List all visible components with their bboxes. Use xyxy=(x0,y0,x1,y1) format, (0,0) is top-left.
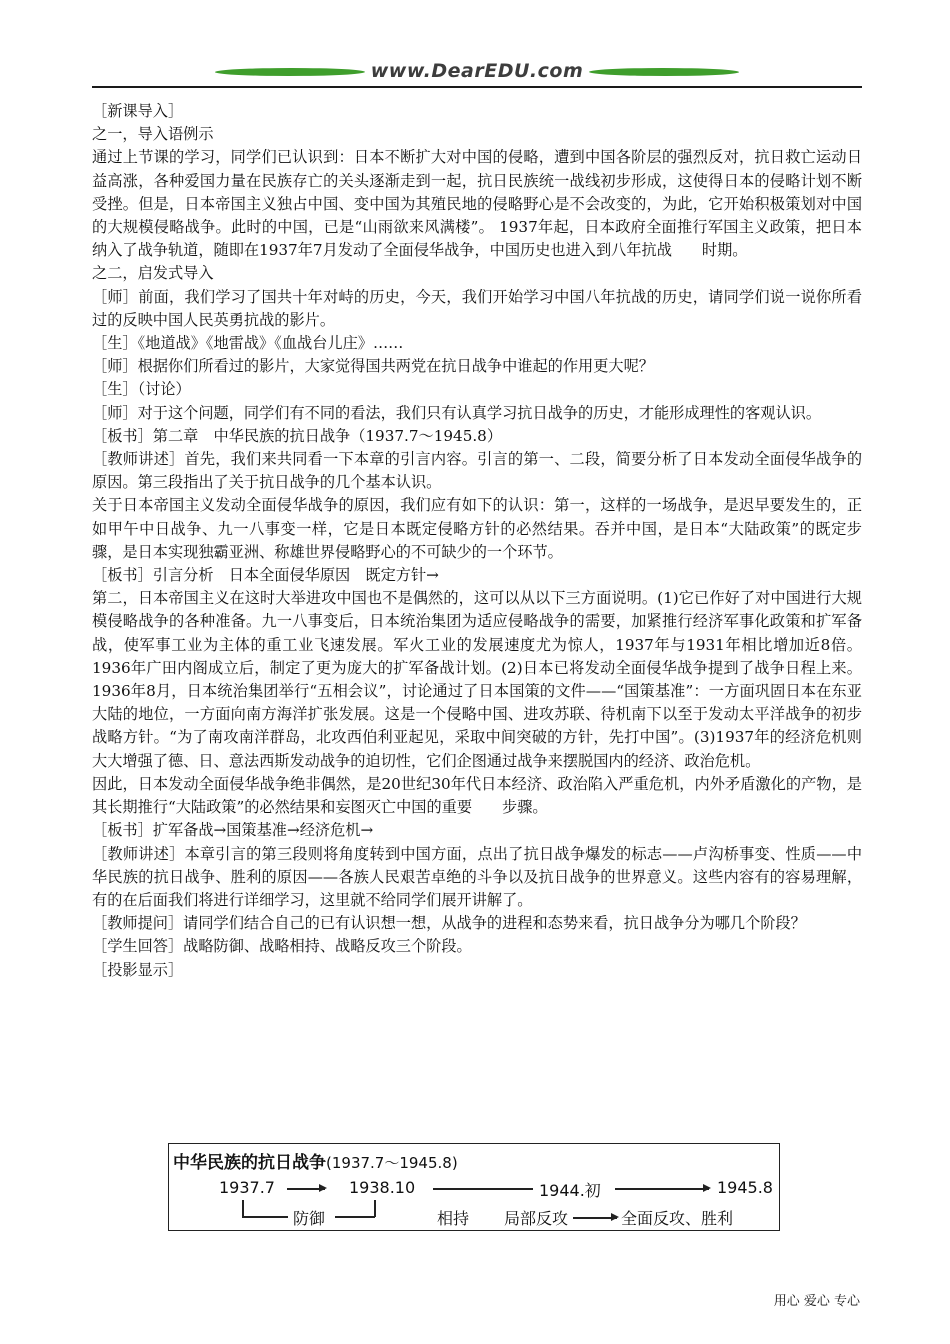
stage-stalemate: 相持 xyxy=(437,1209,470,1228)
paragraph: ［教师讲述］本章引言的第三段则将角度转到中国方面，点出了抗日战争爆发的标志——卢沟桥事变、性质——中华民族的抗日战争、胜利的原因——各族人民艰苦卓绝的斗争以及抗日战争的世界意义。这些内容有的容易理解，有的在后面我们将进行详细学习，这里就不给同学们展开讲解了。 xyxy=(92,844,862,909)
paragraph-tail: 时期。 xyxy=(701,241,748,260)
timeline-date-1: 1937.7 xyxy=(219,1178,275,1197)
paragraph: ［生］《地道战》《地雷战》《血战台儿庄》…… xyxy=(92,334,404,353)
page-footer: 用心 爱心 专心 xyxy=(773,1294,860,1309)
document-body xyxy=(92,100,862,982)
paragraph: 第二，日本帝国主义在这时大举进攻中国也不是偶然的，这可以从以下三方面说明。(1)它已作好了对中国进行大规模侵略战争的各种准备。九一八事变后，日本统治集团为适应侵略战争的需要，加紧推行经济军事化政策和扩军备战，使军事工业为主体的重工业飞速发展。军火工业的发展速度尤为惊人，1937年与1931年相比增加近8倍。1936年广田内阁成立后，制定了更为庞大的扩军备战计划。(2)日本已将发动全面侵华战争提到了战争日程上来。1936年8月，日本统治集团举行“五相会议”，讨论通过了日本国策的文件——“国策基准”：一方面巩固日本在东亚大陆的地位，一方面向南方海洋扩张发展。这是一个侵略中国、进攻苏联、待机南下以至于发动太平洋战争的初步战略方针。“为了南攻南洋群岛，北攻西伯利亚起见，采取中间突破的方针，先打中国”。(3)1937年的经济危机则大大增强了德、日、意法西斯发动战争的迫切性，它们企图通过战争来摆脱国内的经济、政治危机。 xyxy=(92,589,862,770)
paragraph: ［教师讲述］首先，我们来共同看一下本章的引言内容。引言的第一、二段，简要分析了日本发动全面侵华战争的原因。第三段指出了关于抗日战争的几个基本认识。 xyxy=(92,450,862,492)
site-logo xyxy=(92,58,862,84)
paragraph-text: 因此，日本发动全面侵华战争绝非偶然，是20世纪30年代日本经济、政治陷入严重危机，内外矛盾激化的产物，是其长期推行“大陆政策”的必然结果和妄图灭亡中国的重要 xyxy=(92,774,862,817)
paragraph-tail: 步骤。 xyxy=(502,798,548,817)
bracket-bottom-left xyxy=(242,1216,288,1218)
paragraph: ［教师提问］请同学们结合自己的已有认识想一想，从战争的进程和态势来看，抗日战争分为哪几个阶段？ xyxy=(92,914,806,933)
timeline-title-text: 中华民族的抗日战争 xyxy=(173,1153,326,1173)
paragraph: ［师］前面，我们学习了国共十年对峙的历史，今天，我们开始学习中国八年抗战的历史，请同学们说一说你所看过的反映中国人民英勇抗战的影片。 xyxy=(92,287,862,329)
projection-timeline xyxy=(168,1143,780,1231)
stage-defense: 防御 xyxy=(293,1209,326,1228)
site-logo-text: www.DearEDU.com xyxy=(370,60,584,82)
paragraph: ［板书］扩军备战→国策基准→经济危机→ xyxy=(92,821,374,840)
paragraph: 关于日本帝国主义发动全面侵华战争的原因，我们应有如下的认识：第一，这样的一场战争，是迟早要发生的，正如甲午中日战争、九一八事变一样，它是日本既定侵略方针的必然结果。吞并中国，是日本“大陆政策”的既定步骤，是日本实现独霸亚洲、称雄世界侵略野心的不可缺少的一个环节。 xyxy=(92,496,862,561)
timeline-line xyxy=(433,1188,533,1190)
paragraph: ［投影显示］ xyxy=(92,960,184,979)
bracket-right xyxy=(374,1200,376,1217)
timeline-arrow xyxy=(287,1188,325,1190)
timeline-title-range: (1937.7～1945.8) xyxy=(326,1154,458,1172)
paragraph: ［新课导入］ xyxy=(92,102,184,120)
leaf-left-icon xyxy=(213,68,366,76)
paragraph: 之二，启发式导入 xyxy=(92,264,214,283)
stage-full-counter: 全面反攻、胜利 xyxy=(621,1209,734,1228)
bracket-left xyxy=(242,1200,244,1216)
paragraph xyxy=(92,773,862,819)
header-rule xyxy=(92,86,862,88)
bracket-bottom-right xyxy=(335,1216,375,1218)
timeline-arrow xyxy=(615,1188,709,1190)
leaf-right-icon xyxy=(588,68,741,76)
paragraph xyxy=(92,146,862,262)
paragraph: 之一，导入语例示 xyxy=(92,125,214,144)
paragraph: ［学生回答］战略防御、战略相持、战略反攻三个阶段。 xyxy=(92,937,472,956)
paragraph-text: 通过上节课的学习，同学们已认识到：日本不断扩大对中国的侵略，遭到中国各阶层的强烈反对，抗日救亡运动日益高涨，各种爱国力量在民族存亡的关头逐渐走到一起，抗日民族统一战线初步形成，这使得日本的侵略计划不断受挫。但是，日本帝国主义独占中国、变中国为其殖民地的侵略野心是不会改变的，为此，它开始积极策划对中国的大规模侵略战争。此时的中国，已是“山雨欲来风满楼”。 1937年起，日本政府全面推行军国主义政策，把日本纳入了战争轨道，随即在1937年7月发动了全面侵华战争，中国历史也进入到八年抗战 xyxy=(92,148,862,260)
timeline-date-4: 1945.8 xyxy=(717,1178,773,1197)
page-header xyxy=(92,58,862,94)
paragraph: ［师］根据你们所看过的影片，大家觉得国共两党在抗日战争中谁起的作用更大呢？ xyxy=(92,357,654,376)
paragraph: ［板书］引言分析 日本全面侵华原因 既定方针→ xyxy=(92,566,439,585)
paragraph: ［生］（讨论） xyxy=(92,380,191,399)
timeline-title xyxy=(173,1148,458,1173)
timeline-arrow xyxy=(573,1217,617,1219)
paragraph: ［板书］第二章 中华民族的抗日战争（1937.7～1945.8） xyxy=(92,426,503,445)
paragraph: ［师］对于这个问题，同学们有不同的看法，我们只有认真学习抗日战争的历史，才能形成理性的客观认识。 xyxy=(92,403,821,422)
stage-partial-counter: 局部反攻 xyxy=(504,1209,569,1228)
timeline-date-2: 1938.10 xyxy=(349,1178,416,1197)
timeline-date-3: 1944.初 xyxy=(539,1181,601,1200)
